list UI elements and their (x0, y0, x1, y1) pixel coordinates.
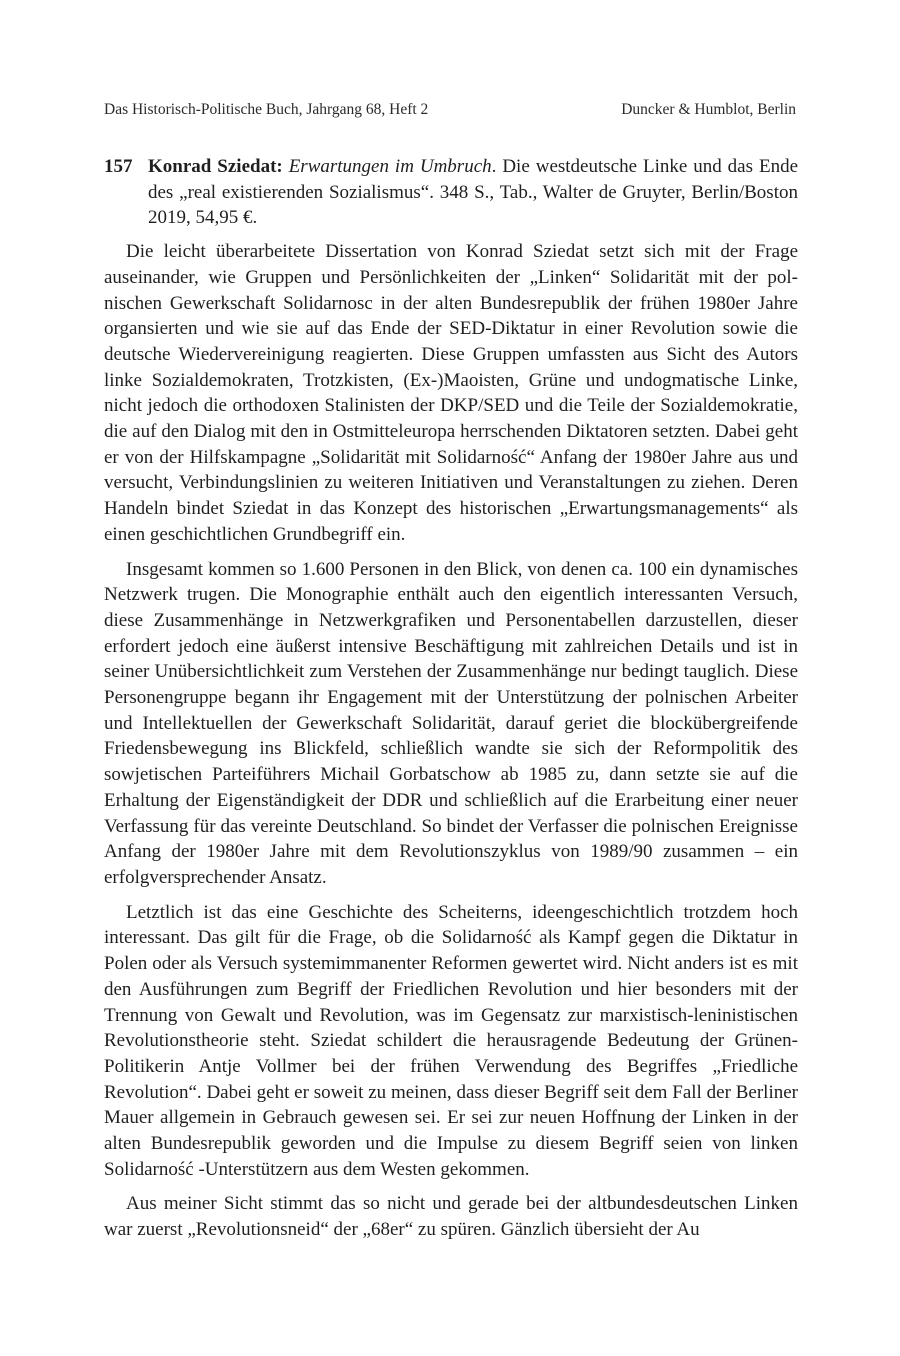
entry-author: Konrad Sziedat: (148, 156, 283, 177)
entry-number: 157 (104, 156, 133, 177)
review-paragraph: Letztlich ist das eine Geschichte des Scheiterns, ideengeschichtlich trotzdem hoch interessant. Das gilt für die Frage, ob die Solidarność als Kampf gegen die Diktatur in Polen oder als Versuch systemimmanenter Reformen gewertet wird. Nicht anders ist es mit den Ausführungen zum Begriff der Friedlichen Revolution und hier besonders mit der Trennung von Gewalt und Revolution, was im Gegensatz zur marxistisch-leninistischen Revolutionstheorie steht. Sziedat schildert die herausragende Bedeutung der Grünen-Politikerin Antje Vollmer bei der frühen Verwendung des Begriffes „Friedliche Revolution“. Dabei geht er soweit zu meinen, dass dieser Begriff seit dem Fall der Berliner Mauer allgemein in Gebrauch gewesen sei. Er sei zur neuen Hoffnung der Linken in der alten Bundesrepublik geworden und die Impulse zu diesem Begriff seien von linken Solidarność -Unterstützern aus dem Westen gekommen. (104, 901, 798, 1180)
running-head-journal: Das Historisch-Politische Buch, Jahrgang 68, Heft 2 (104, 101, 429, 118)
running-head (104, 100, 796, 120)
review-paragraph: Insgesamt kommen so 1.600 Personen in den Blick, von denen ca. 100 ein dynamisches Netzwerk trugen. Die Monographie enthält auch den eigentlich interessanten Versuch, diese Zusammenhänge in Netzwerkgrafiken und Personentabellen darzustellen, dieser erfordert jedoch eine äußerst intensive Beschäftigung mit zahlreichen Details und ist in seiner Unübersichtlichkeit zum Verstehen der Zusammenhänge nur bedingt tauglich. Diese Personengruppe begann ihr Engagement mit der Unterstützung der polnischen Arbeiter und Intellektuellen der Gewerkschaft Solidarität, darauf geriet die blockübergreifende Friedensbewegung ins Blickfeld, schließlich wandte sie sich der Reformpolitik des sowjetischen Parteiführers Michail Gorbatschow ab 1985 zu, dann setzte sie auf die Erhaltung der Eigenständigkeit der DDR und schließlich auf die Erarbeitung einer neuer Verfassung für das vereinte Deutschland. So bindet der Verfasser die polnischen Ereignisse Anfang der 1980er Jahre mit dem Revolutionszyklus von 1989/90 zusammen – ein erfolgversprechender Ansatz. (104, 558, 798, 888)
review-entry (104, 154, 798, 1252)
entry-bibliographic-details: . Die westdeutsche Linke und das Ende des „real existierenden Sozialismus“. 348 S., Tab., Walter de Gruyter, Berlin/Boston 2019, 54,95 €. (148, 156, 798, 229)
review-body (104, 239, 798, 1243)
entry-title: Erwartungen im Umbruch (288, 156, 492, 177)
review-paragraph: Die leicht überarbeitete Dissertation von Konrad Sziedat setzt sich mit der Frage auseinander, wie Gruppen und Persönlichkeiten der „Linken“ Solidarität mit der polnischen Gewerkschaft Solidarnosc in der alten Bundesrepublik der frühen 1980er Jahre organsierten und wie sie auf das Ende der SED-Diktatur in einer Revolution sowie die deutsche Wiedervereinigung reagierten. Diese Gruppen umfassten aus Sicht des Autors linke Sozialdemokraten, Trotzkisten, (Ex-)Maoisten, Grüne und undogmatische Linke, nicht jedoch die orthodoxen Stalinisten der DKP/SED und die Teile der Sozialdemokratie, die auf den Dialog mit den in Ostmitteleuropa herrschenden Diktatoren setzten. Dabei geht er von der Hilfskampagne „Solidarität mit Solidarność“ Anfang der 1980er Jahre aus und versucht, Verbindungslinien zu weiteren Initiativen und Veranstaltungen zu ziehen. Deren Handeln bindet Sziedat in das Konzept des historischen „Erwartungsmanagements“ als einen geschichtlichen Grundbegriff ein. (104, 241, 798, 545)
running-head-publisher: Duncker & Humblot, Berlin (621, 101, 796, 118)
review-paragraph: Aus meiner Sicht stimmt das so nicht und gerade bei der altbundesdeutschen Linken war zuerst „Revolutionsneid“ der „68er“ zu spüren. Gänzlich übersieht der Au (104, 1193, 798, 1241)
bibliographic-entry (104, 154, 798, 231)
